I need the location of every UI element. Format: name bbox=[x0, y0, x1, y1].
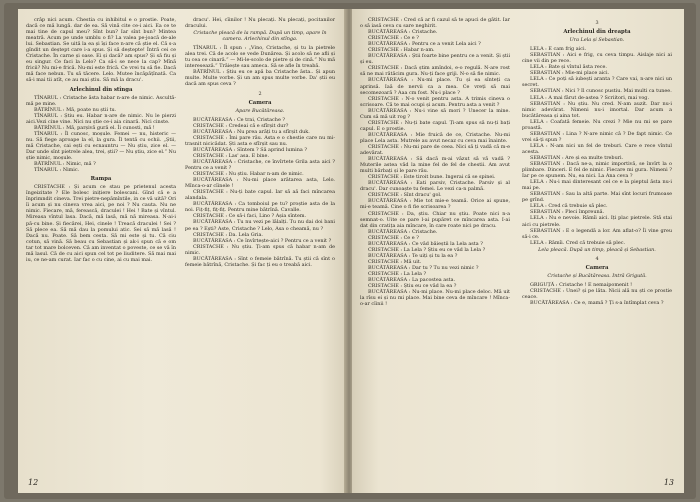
right-page-column-1 bbox=[360, 17, 510, 307]
dialogue-line: SEBASTIAN : Nici ? Il cunosc pustiu. Mai multi ca tunee. bbox=[530, 88, 672, 95]
right-page bbox=[352, 9, 684, 493]
dialogue-line: BUCĂTĂREASA : Cristache. bbox=[368, 29, 438, 36]
dialogue-line: LELA : Ce poți să iubești aranta ? Care vai, n-are nici un secret. bbox=[522, 76, 672, 89]
dialogue-line: CRISTACHE : Habar n-am. bbox=[368, 47, 435, 54]
dialogue-line: CRISTACHE : La Lela ? Știu eu ce văd la Lela ? bbox=[368, 246, 486, 253]
dialogue-line: GRIGUȚĂ : Cristache ! E nemaipomenit ! bbox=[530, 281, 633, 288]
dialogue-line: BUCĂTĂREASA : La pacostea asta. bbox=[368, 277, 456, 284]
book-spread bbox=[4, 3, 696, 499]
dialogue-line: BĂTRÎNUL : Știu eu ce apă ba Cristache ăsta.. Și apun multe. Multe vorbe. Și un am spus multe vorbe. Da' știi eu dacă am spus ceva ? bbox=[185, 69, 335, 88]
dialogue-line: LELA : N-am nici un fel de treburi. Care e rece vîntul acesta. bbox=[522, 142, 672, 155]
dialogue-line: BUCĂTĂREASA : Să dacă m-ai văzut să vă vadă ? Muterile astea văd la mine fel de fel de chestii. Am avut multi bărbați și le pare rău. bbox=[360, 156, 510, 175]
dialogue-line: CRISTACHE : Las' asa. E bine. bbox=[193, 152, 270, 159]
dialogue-line: LELA : Cred că trebuie să plec. bbox=[530, 203, 608, 210]
dialogue-line: CRISTACHE : Da, știu. Chiar nu știu. Poate nici n-a semnat-o. Uite ce pare l-ai pupăret ce mîncarea asta. I-ai dat din cratița aia mîncare, în care roate nici pe dracu. bbox=[360, 210, 510, 229]
dialogue-line: SEBASTIAN : Dacă ne-a, nimic importivă, se învîrt la o plimbare. Dinceri. E fel de nimic. Fiecare mi gura. Nimeni ? Iar pe ce spunem. Nu, ea nici. La Ana ceva ? bbox=[522, 161, 672, 180]
dialogue-line: TÎNARUL : Îl spun : „Vino, Cristache, și tu la pietrele alea trei. Că de acolo se vede Dunărea. Și acolo să ne afli și tu cea ce cinară.” — Mi-le-scolo de pietre și de cină.” Nu mă interesează.” Trăiește sau ameca. Să se afle în treabă. bbox=[185, 45, 335, 70]
left-page-column-2 bbox=[185, 17, 335, 268]
dialogue-line: CRISTACHE : Credeai că e sfîrșit dur? bbox=[193, 122, 289, 129]
dialogue-line: SEBASTIAN : Aici e frig, cu ceva timpu. Aislaje nici ai cine vii din pe rece. bbox=[522, 52, 672, 65]
dialogue-line: LELA : A mai fărut de-astea ? Scriitori, mai vog. bbox=[530, 94, 649, 101]
dialogue-line: BUCĂTĂREASA : Tu nu vezi pe lălalți. Tu nu dai doi bani pe ea ? Ești? Aste, Cristache ? Lelo, Asa o cheamă, nu ? bbox=[185, 219, 335, 232]
dialogue-line: BĂTRÎNUL : Mă, poate nu știi tu. bbox=[34, 106, 117, 113]
dialogue-line: SEBASTIAN : Are și ea multe treburi. bbox=[530, 154, 624, 161]
dialogue-line: BĂTRÎNUL : Nimic, mă ? bbox=[34, 161, 96, 168]
dialogue-line: BUCĂTĂREASA : Cristache. bbox=[368, 228, 438, 235]
dialogue-line: SEBASTIAN : Mie-mi place aici. bbox=[530, 70, 610, 77]
dialogue-line: CRISTACHE : Nu știu. Ți-am spus că habar n-am de nimic. bbox=[185, 243, 335, 256]
dialogue-line: TÎNARUL : Nimic. bbox=[34, 167, 80, 174]
dialogue-line: BUCĂTĂREASA : Nu prea arăți tu a sfîrșit duk. bbox=[193, 128, 310, 135]
dialogue-line: LELA : Nu e nevoie. Rămîi aici. Iți plac pietrele. Stă stai aici cu pietrele. bbox=[522, 215, 672, 228]
dialogue-line: CRISTACHE : Nu-ți bate capul. Iar să aă faci mîncarea alandala. bbox=[185, 189, 335, 202]
dialogue-line: LELA : Coafată femeie. Nu crezi ? Mie nu mi se pare proastă. bbox=[522, 118, 672, 131]
dialogue-line: SEBASTIAN : Nu știu. Nu cred. N-am auzit. Dar nu-i nimic adevărat. Nimeni nu-i imortal. Dar acum a bucătăreasa și aina tot. bbox=[522, 100, 672, 119]
dialogue-line: CRISTACHE : Da. Lela Gria. bbox=[193, 231, 263, 238]
section-heading: Rampa bbox=[90, 176, 112, 183]
stage-direction: Lela pleacă. După un timp, pleacă și Sebastian. bbox=[538, 246, 656, 253]
dialogue-line: CRISTACHE : Mă uit. bbox=[368, 258, 422, 265]
right-page-column-2 bbox=[522, 17, 672, 306]
dialogue-line: BUCĂTĂREASA : Te uiți și tu la ea ? bbox=[368, 252, 458, 259]
dialogue-line: BĂTRÎNUL : Mă, parșivă gură el. Îi cunosti, mă ! bbox=[34, 124, 155, 131]
dialogue-line: CRISTACHE : Nu-mi pare de ceea. Nici să ți vadă că m-e adevărat. bbox=[360, 143, 510, 157]
dialogue-line: SEBASTIAN : Pleci împreună. bbox=[530, 209, 605, 216]
dialogue-line: BUCĂTĂREASA : Ce trai, Cristache ? bbox=[193, 116, 286, 123]
dialogue-line: CRISTACHE : Dacă știm amîndoi, e-o regulă. N-are rost să ne mai rătăcim gura. Nu-ți face griji. N-o să fie nimic. bbox=[360, 65, 510, 78]
dialogue-line: CRISTACHE : Cred că ar fi cazul să te apuci de gătit. Iar o să iasă ceva cu sare neghirit. bbox=[360, 17, 510, 30]
dialogue-line: BUCĂTĂREASA : Mie tot mie-e teamă. Orice ai spune, mi-e teamă. Cine o fi fie scrisoarea ? bbox=[360, 198, 510, 211]
dialogue-line: CRISTACHE : Nu-ți bate capul. Ți-am spus să nu-ți bați capul. E o prostie. bbox=[360, 119, 510, 132]
dialogue-line: SEBASTIAN : Sau la altă parte. Mai sînt locuri frumoase pe grînd. bbox=[522, 191, 672, 204]
dialogue-line: BUCĂTĂREASA : Mie fruică de ce, Cristache. Nu-mi place Lela asta. Mutrele au avut necaz cu ceva mai înainte. bbox=[360, 131, 510, 144]
dialogue-line: BUCĂTĂREASA : Nu-mi place. Tu și ea sînteți ca aprinsă. Iaă de nervii ca a mea. Ce vreți să mai secomezoară ? Aaa cm fost. Nu-i place ? bbox=[360, 77, 510, 96]
section-heading: Camera bbox=[585, 264, 609, 271]
dialogue-line: SEBASTIAN : Lina ? N-are nimic câ ? De fapt nimic. Ce vrei să-ți spun ? bbox=[522, 130, 672, 143]
dialogue-line: BUCĂTĂREASA : Ce văd băieștii la Lela asta ? bbox=[368, 240, 483, 247]
right-page-number: 13 bbox=[663, 478, 674, 487]
dialogue-line: CRISTACHE : Știu eu ce văd la ea ? bbox=[368, 283, 457, 290]
dialogue-line: CRISTACHE : Îmi pare rău. Asta e o chestie care nu mi-trasnit nicicădat. Ști asta e sfîrșit sau nu. bbox=[185, 134, 335, 147]
dialogue-line: BUCĂTĂREASA : Ce învîrtește-aici ? Pentru ce a venit ? bbox=[193, 237, 332, 244]
dialogue-line: TÎNARUL : Știu eu. Habar n-are de nimic. Nu le pierzi aici.Vezi cine vine. Nici nu știe ce-i aia cinară. Nici cinste. bbox=[26, 112, 176, 125]
dialogue-line: LELA : Bate și vîntul ăsta rece. bbox=[530, 64, 607, 71]
left-page-number: 12 bbox=[28, 478, 39, 487]
dialogue-line: crâp nici acum. Chestia cu inhibitul e o prostie. Poate, dacă ce mă lungă. dar de ea. Să vină cite ce-i aici. Ea ce te mai tine de capul meu? Sînt bun? Iar sînt bun? Mintea meatră. Acum pe unde umblu o fi? La valea pe-joacă de-ale lui. Sebastian. Se uită la ea și își face n-are că știe el. Că s-a gîndit un deștept care i-a spus. Și să deștepte! Întră cei ce Cristache. În carne și oase. Ei și dacă? am spus? Și să fiu și eu singur. Ce faci la Lelo? Ca să-i se nece la cap? Mînă fricii? Nu mi-e frică. Nu-mi este frică. Ce vrei tu să fie. Dacă mă face nebun. Tu să tăcere. Lelo. Mutee încăpățînată. Ca să-i mai tii atît, ce au mai știu. Să mă la dracu'. bbox=[26, 17, 176, 84]
dialogue-line: CRISTACHE : Nu știu. Habar n-am de nimic. bbox=[193, 171, 304, 178]
dialogue-line: CRISTACHE : Unei? și pe lăta. Nicii ală nu ști ce prostie ceace. bbox=[522, 287, 672, 300]
dialogue-line: BUCĂTĂREASA : Ca tomboiul pe tu? proștie asta de la noi. Fiț-fiț, fiț-fiț. Pentru mine bătrînă. Cavalle. bbox=[185, 201, 335, 214]
dialogue-line: CRISTACHE : Ce e ? bbox=[368, 35, 419, 42]
stage-direction: Cristache și Bucătăreasa. Intră Grigută. bbox=[547, 272, 647, 279]
dialogue-line: CRISTACHE : Sînt dracu' gol. bbox=[368, 192, 442, 199]
section-heading: Camera bbox=[248, 99, 272, 106]
dialogue-line: dracu'. Hei, cîinilor ! Nu plecați. Nu plecați, pocitanilor dracului. bbox=[185, 17, 335, 30]
stage-direction: Apare Bucătăreasa. bbox=[235, 107, 285, 114]
left-page bbox=[18, 9, 346, 493]
dialogue-line: BUCĂTĂREASA : Pentru ce a venit Lela aici ? bbox=[368, 41, 481, 48]
stage-direction: Ura Lela și Sebastian. bbox=[569, 37, 625, 44]
dialogue-line: CRISTACHE : Și acum ce stau pe prietenul acesta îngeizitate ? Ele bolesc inițiere bolescani. Gînd că e a înprimndit cineva. Trei pietre-nepămîntile, in ce vă uită? Ori îi acum și nu cineva vrea aici, pe noi ? Nu cauta. Nu ne nimic. Fiecare, mă, ferească, draculei ! Hei ! Bate și vîntul. Mireasa vîntul lasa. Dacă, mă lasă, mă nă mireasa. N-ai-i pă-cu bine. Și fiecărei, Hei, cinele ! Treacă draculei ! Sei ? Să plece ea. Să mă dau la pomului atic. Sei să mă lasă ! Dacă nu. Poate. Să bem cesta. Să mi este și tu. Că ciu cotun, să vină. Să beau cu Sebastian și ak-i spun că e om tar tot mare bolceven. Că am inventat o poveste, ce se vă în mă lasul. Că de cu aici spun cel tot pe liuditere. Să mai mai iu, ce ne-am curat. Iar fac o cu cine, ai cu mai mai. bbox=[26, 184, 176, 263]
stage-direction: Cristache pleacă de la rampă. După un timp, apare în camera. Arlechinul din stînga. bbox=[193, 30, 327, 43]
dialogue-line: BUCĂTĂREASA : Ce e, mamă ? Ți s-a întîmplat ceva ? bbox=[530, 300, 664, 307]
dialogue-line: CRISTACHE : Este tiroit bune. Ingerai că se spinei. bbox=[368, 174, 496, 181]
dialogue-line: LELA : E cam frig aici. bbox=[530, 46, 587, 53]
section-number: 3 bbox=[595, 20, 599, 26]
section-heading: Arlechinul din stînga bbox=[69, 86, 133, 93]
dialogue-line: SEBASTIAN : E o legendă a lor. Am aflat-o? Îi vine greu să-i ce. bbox=[522, 227, 672, 240]
left-page-column-1 bbox=[26, 17, 176, 263]
section-number: 4 bbox=[595, 255, 599, 262]
dialogue-line: TÎNARUL : Cristache ăsta habar n-are de nimic. Ascultă-mă pe mine. bbox=[26, 94, 176, 107]
dialogue-line: CRISTACHE : Ce e ? bbox=[368, 234, 419, 241]
dialogue-line: CRISTACHE : La Lela ? bbox=[368, 270, 427, 277]
dialogue-line: BUCĂTĂREASA : Sîntem ? Să aprind lumina ? bbox=[193, 146, 307, 153]
dialogue-line: BUCĂTĂREASA : Știi foarte bine pentru ce a venit. Și știi și eu. bbox=[360, 53, 511, 66]
dialogue-line: LELA : Rămîi. Cred că trebuie să plec. bbox=[530, 239, 626, 246]
dialogue-line: BUCĂTĂREASA : Sînt o femeie bătrînă. Tu știi că sînt o femeie bătrînă, Cristache. Și fac ți eu o treabă aici. bbox=[185, 255, 335, 268]
section-heading: Arlechinul din dreapta bbox=[563, 29, 631, 36]
dialogue-line: BUCĂTĂREASA : Dar tu ? Tu nu vezi nimic ? bbox=[368, 264, 479, 271]
dialogue-line: CRISTACHE : Ce să-i faci, Lino ? Așia sîntem. bbox=[193, 213, 307, 220]
dialogue-line: BUCĂTĂREASA : Nu-mi place arătarea asta, Lelo. Mînca-o-ar cîinele ! bbox=[185, 177, 335, 190]
dialogue-line: CRISTACHE : N-o venit pentru asta. A trimis cineva o scrisoare. Că te mai ocupi și acum. Pentru asta a venit ? bbox=[360, 95, 510, 108]
dialogue-line: BUCĂTĂREASA : Eati parsiv, Cristache. Parsiv și al dracu'. Dar cunoaște tu femei. Le vezi ca-n palmă. bbox=[360, 180, 510, 193]
dialogue-line: BUCĂTĂREASA : Cristache, ce învîrtete Grila asta aici ? Pentru ce a venit ? bbox=[185, 158, 335, 172]
dialogue-line: BUCĂTĂREASA : Nu-i vine să mori ? Unecer la mine. Cum să mă uit rog ? bbox=[360, 107, 510, 120]
dialogue-line: BUCĂTĂREASA : Nu-mi place. Nu-mi place deloc. Mă uit la rîsu ei și nu mi place. Mai bine ceva de mîncare ! Mînca-o-ar cîinii ! bbox=[360, 289, 510, 308]
section-number: 2 bbox=[258, 90, 262, 97]
dialogue-line: TÎNARUL : Îl cunosc, moșule. Femei — nu, histeric — nu. Să fiege aproape la el, la gura. Îl tentă cu ochii. „Știi, mă Cristache, cai ești cu ecnauntru — Nu știu, zice el. — Dar unde sînt pietrele alea, trei, știi? — Nu știu, zice el.” Nu știe nimic, moșule. bbox=[26, 130, 176, 162]
dialogue-line: LELA : Nu-i mai dinteresant cel ce e la pieptul ăsta nu-i mai pe. bbox=[522, 179, 672, 192]
